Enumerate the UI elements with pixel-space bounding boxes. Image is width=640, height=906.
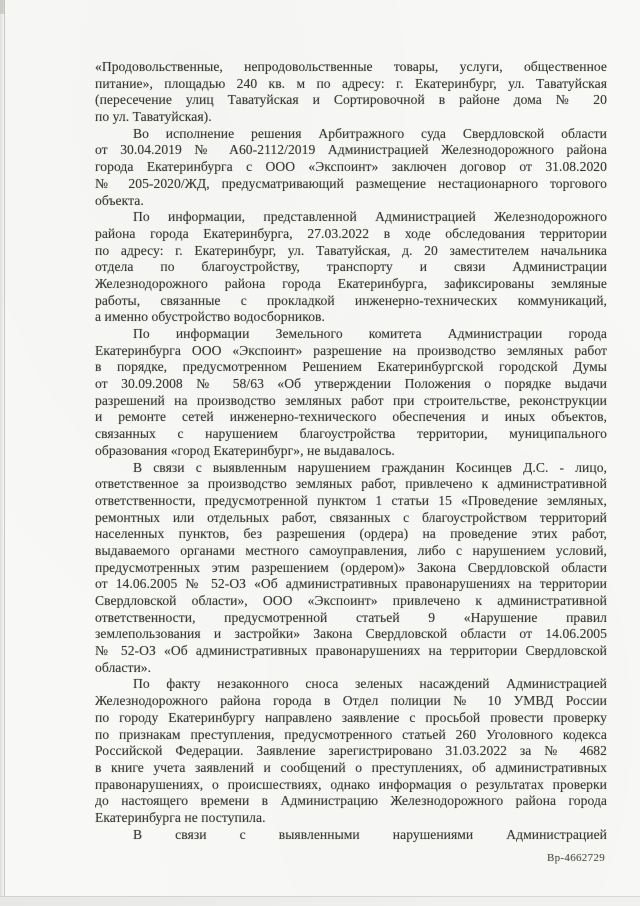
text-line: по адресу: г. Екатеринбург, ул. Таватуйская, д. 20 заместителем начальника xyxy=(95,242,607,258)
paragraph xyxy=(95,827,607,844)
text-line: выдаваемого органами местного самоуправления, либо с нарушением условий, xyxy=(95,542,607,558)
text-line: № 52-ОЗ «Об административных правонарушениях на территории Свердловской xyxy=(95,643,607,659)
document-code: Вр-4662729 xyxy=(547,852,605,864)
text-line: объекта. xyxy=(95,192,144,208)
text-line: от 14.06.2005 № 52-ОЗ «Об административных правонарушениях на территории xyxy=(95,576,607,592)
text-line: Железнодорожного района города в Отдел полиции № 10 УМВД России xyxy=(95,693,607,709)
text-line: города Екатеринбурга с ООО «Экспоинт» заключен договор от 31.08.2020 xyxy=(95,159,607,175)
text-line: ответственности, предусмотренной статьей 9 «Нарушение правил xyxy=(95,609,607,625)
paragraph xyxy=(95,460,607,677)
text-line: ответственности, предусмотренной пунктом 1 статьи 15 «Проведение земляных, xyxy=(95,492,607,508)
text-line: правонарушениях, о происшествиях, однако информация о результатах проверки xyxy=(95,776,607,792)
text-line: Российской Федерации. Заявление зарегистрировано 31.03.2022 за № 4682 xyxy=(95,743,607,759)
text-line: области». xyxy=(95,659,152,675)
text-line: Екатеринбурга не поступила. xyxy=(95,809,266,825)
text-line: Во исполнение решения Арбитражного суда Свердловской области xyxy=(133,125,607,141)
paragraph xyxy=(95,209,607,326)
text-line: по городу Екатеринбургу направлено заявление с просьбой провести проверку xyxy=(95,709,607,725)
text-line: ремонтных или отдельных работ, связанных с благоустройством территорий xyxy=(95,509,607,525)
text-line: Екатеринбурга ООО «Экспоинт» разрешение на производство земляных работ xyxy=(95,342,607,358)
text-line: района города Екатеринбурга, 27.03.2022 в ходе обследования территории xyxy=(95,225,607,241)
text-line: от 30.04.2019 № А60-2112/2019 Администрацией Железнодорожного района xyxy=(95,142,607,158)
scan-edge-bottom xyxy=(0,896,640,906)
text-line: предусмотренных этим разрешением (ордером)» Закона Свердловской области xyxy=(95,559,607,575)
text-line: землепользования и застройки» Закона Свердловской области от 14.06.2005 xyxy=(95,626,607,642)
scan-corner-mark xyxy=(0,0,5,14)
text-line: в книге учета заявлений и сообщений о преступлениях, об административных xyxy=(95,759,607,775)
text-line: образования «город Екатеринбург», не выдавалось. xyxy=(95,442,395,458)
text-line: ответственное за производство земляных работ, привлечено к административной xyxy=(95,476,607,492)
paragraph xyxy=(95,126,607,209)
text-line: от 30.09.2008 № 58/63 «Об утверждении Положения о порядке выдачи xyxy=(95,376,607,392)
paragraph xyxy=(95,59,607,126)
scan-edge-left xyxy=(0,0,5,906)
text-line: разрешений на производство земляных работ при строительстве, реконструкции xyxy=(95,392,607,408)
document-body xyxy=(95,59,607,843)
text-line: № 205-2020/ЖД, предусматривающий размещение нестационарного торгового xyxy=(95,175,607,191)
text-line: в порядке, предусмотренном Решением Екатеринбургской городской Думы xyxy=(95,359,607,375)
text-line: (пересечение улиц Таватуйская и Сортировочной в районе дома № 20 xyxy=(95,92,607,108)
text-line: По факту незаконного сноса зеленых насаждений Администрацией xyxy=(133,676,607,692)
text-line: «Продовольственные, непродовольственные товары, услуги, общественное xyxy=(95,59,607,74)
text-line: В связи с выявленными нарушениями Администрацией xyxy=(133,826,607,842)
paragraph xyxy=(95,676,607,826)
text-line: связанных с нарушением благоустройства территории, муниципального xyxy=(95,426,607,442)
text-line: а именно обустройство водосборников. xyxy=(95,309,325,325)
paragraph xyxy=(95,326,607,460)
text-line: и ремонте сетей инженерно-технического обеспечения и иных объектов, xyxy=(95,409,607,425)
text-line: по ул. Таватуйская). xyxy=(95,109,212,125)
text-line: отдела по благоустройству, транспорту и связи Администрации xyxy=(95,259,607,275)
text-line: По информации, представленной Администрацией Железнодорожного xyxy=(133,209,607,225)
text-line: работы, связанные с прокладкой инженерно-технических коммуникаций, xyxy=(95,292,607,308)
text-line: Свердловской области», ООО «Экспоинт» привлечено к административной xyxy=(95,593,607,608)
text-line: В связи с выявленным нарушением гражданин Косинцев Д.С. - лицо, xyxy=(133,459,607,475)
text-line: питание», площадью 240 кв. м по адресу: г. Екатеринбург, ул. Таватуйская xyxy=(95,75,607,91)
text-line: Железнодорожного района города Екатеринбурга, зафиксированы земляные xyxy=(95,275,607,291)
text-line: до настоящего времени в Администрацию Железнодорожного района города xyxy=(95,793,607,809)
text-line: по признакам преступления, предусмотренного статьей 260 Уголовного кодекса xyxy=(95,726,607,742)
text-line: населенных пунктов, без разрешения (ордера) на проведение этих работ, xyxy=(95,526,607,542)
text-line: По информации Земельного комитета Администрации города xyxy=(133,326,607,341)
